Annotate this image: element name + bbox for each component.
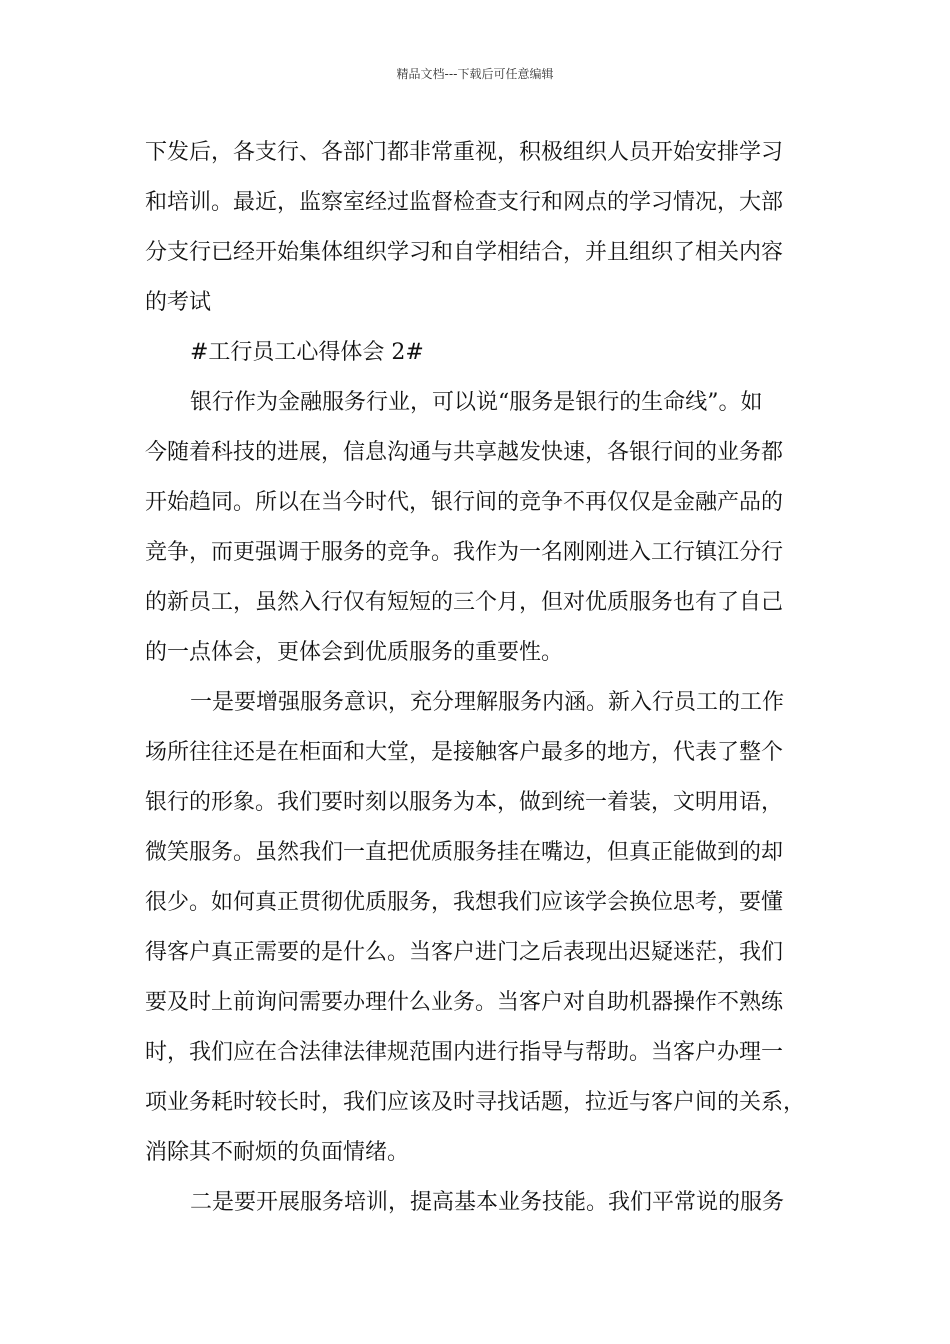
paragraph-1 xyxy=(145,128,813,328)
text-line: 的一点体会，更体会到优质服务的重要性。 xyxy=(145,640,564,665)
text-line: 今随着科技的进展，信息沟通与共享越发快速，各银行间的业务都 xyxy=(145,440,784,465)
section-heading xyxy=(145,328,813,378)
text-line: 银行的形象。我们要时刻以服务为本，做到统一着装，文明用语， xyxy=(145,790,784,815)
section-heading-text: #工行员工心得体会 2# xyxy=(190,340,424,365)
paragraph-3 xyxy=(145,678,813,1178)
document-body xyxy=(145,128,813,1228)
paragraph-4 xyxy=(145,1178,813,1228)
paragraph-2 xyxy=(145,378,813,678)
text-line: 一是要增强服务意识，充分理解服务内涵。新入行员工的工作 xyxy=(190,690,785,715)
text-line: 消除其不耐烦的负面情绪。 xyxy=(145,1140,410,1165)
text-line: 的考试 xyxy=(145,290,212,315)
text-line: 项业务耗时较长时，我们应该及时寻找话题，拉近与客户间的关系， xyxy=(145,1090,806,1115)
text-line: 时，我们应在合法律法律规范围内进行指导与帮助。当客户办理一 xyxy=(145,1040,784,1065)
text-line: 微笑服务。虽然我们一直把优质服务挂在嘴边，但真正能做到的却 xyxy=(145,840,784,865)
text-line: 分支行已经开始集体组织学习和自学相结合，并且组织了相关内容 xyxy=(145,240,784,265)
text-line: 下发后，各支行、各部门都非常重视，积极组织人员开始安排学习 xyxy=(145,140,784,165)
text-line: 要及时上前询问需要办理什么业务。当客户对自助机器操作不熟练 xyxy=(145,990,784,1015)
text-line: 开始趋同。所以在当今时代，银行间的竞争不再仅仅是金融产品的 xyxy=(145,490,784,515)
text-line: 竞争，而更强调于服务的竞争。我作为一名刚刚进入工行镇江分行 xyxy=(145,540,784,565)
text-line: 的新员工，虽然入行仅有短短的三个月，但对优质服务也有了自己 xyxy=(145,590,784,615)
text-line: 银行作为金融服务行业，可以说“服务是银行的生命线”。如 xyxy=(190,390,763,415)
text-line: 二是要开展服务培训，提高基本业务技能。我们平常说的服务 xyxy=(190,1190,785,1215)
page-header: 精品文档---下载后可任意编辑 xyxy=(396,67,554,81)
text-line: 很少。如何真正贯彻优质服务，我想我们应该学会换位思考，要懂 xyxy=(145,890,784,915)
text-line: 得客户真正需要的是什么。当客户进门之后表现出迟疑迷茫，我们 xyxy=(145,940,784,965)
text-line: 场所往往还是在柜面和大堂，是接触客户最多的地方，代表了整个 xyxy=(145,740,784,765)
text-line: 和培训。最近，监察室经过监督检查支行和网点的学习情况，大部 xyxy=(145,190,784,215)
